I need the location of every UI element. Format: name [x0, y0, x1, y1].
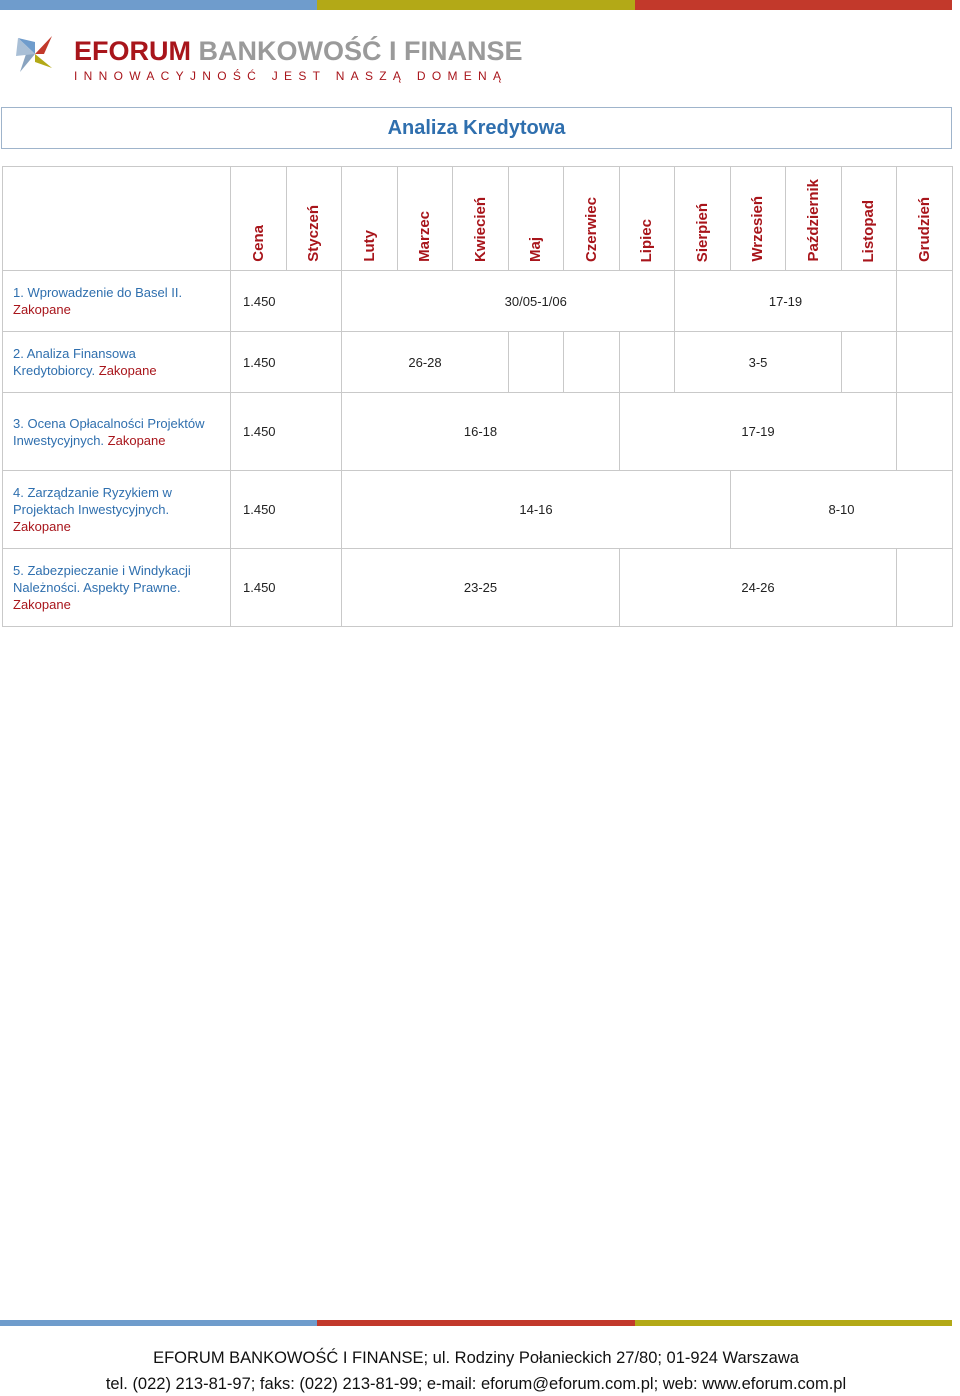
date-cell: 8-10	[731, 471, 953, 549]
brand-name	[74, 36, 523, 66]
date-cell: 16-18	[342, 393, 620, 471]
brand-name-gray: BANKOWOŚĆ I FINANSE	[198, 36, 523, 66]
header-cell: Marzec	[398, 167, 453, 271]
footer-address: EFORUM BANKOWOŚĆ I FINANSE; ul. Rodziny Połanieckich 27/80; 01-924 Warszawa	[153, 1349, 799, 1367]
footer-contact: tel. (022) 213-81-97; faks: (022) 213-81-99; e-mail: eforum@eforum.com.pl; web: www.eforum.com.pl	[105, 1375, 847, 1393]
page-title-box	[1, 107, 952, 149]
date-cell: 26-28	[342, 332, 509, 393]
brand-header	[74, 36, 523, 83]
header-cell: Wrzesień	[731, 167, 786, 271]
table-row	[3, 332, 953, 393]
top-color-stripe	[0, 0, 952, 10]
date-cell: 3-5	[675, 332, 842, 393]
empty-cell	[509, 332, 564, 393]
date-cell: 24-26	[620, 549, 897, 627]
course-name[interactable]: 2. Analiza Finansowa Kredytobiorcy. Zakopane	[3, 332, 231, 393]
empty-cell	[564, 332, 620, 393]
table-row	[3, 271, 953, 332]
table-row	[3, 471, 953, 549]
empty-cell	[897, 549, 953, 627]
course-name[interactable]: 5. Zabezpieczanie i Windykacji Należności. Aspekty Prawne. Zakopane	[3, 549, 231, 627]
header-cell: Maj	[509, 167, 564, 271]
empty-cell	[842, 332, 897, 393]
schedule-table	[2, 166, 953, 627]
header-cell: Czerwiec	[564, 167, 620, 271]
price-cell: 1.450	[231, 271, 342, 332]
course-name[interactable]: 1. Wprowadzenie do Basel II. Zakopane	[3, 271, 231, 332]
header-cell: Kwiecień	[453, 167, 509, 271]
price-cell: 1.450	[231, 332, 342, 393]
price-cell: 1.450	[231, 393, 342, 471]
header-cell: Październik	[786, 167, 842, 271]
course-name[interactable]: 3. Ocena Opłacalności Projektów Inwestycyjnych. Zakopane	[3, 393, 231, 471]
empty-cell	[620, 332, 675, 393]
empty-cell	[897, 271, 953, 332]
date-cell: 14-16	[342, 471, 731, 549]
header-cell: Luty	[342, 167, 398, 271]
price-cell: 1.450	[231, 471, 342, 549]
header-empty	[3, 167, 231, 271]
date-cell: 17-19	[620, 393, 897, 471]
table-row	[3, 549, 953, 627]
brand-tagline: INNOWACYJNOŚĆ JEST NASZĄ DOMENĄ	[74, 69, 508, 83]
table-row	[3, 393, 953, 471]
date-cell: 30/05-1/06	[398, 271, 675, 332]
empty-cell	[897, 332, 953, 393]
bottom-color-stripe	[0, 1320, 952, 1326]
header-cell: Styczeń	[287, 167, 342, 271]
course-name[interactable]: 4. Zarządzanie Ryzykiem w Projektach Inwestycyjnych. Zakopane	[3, 471, 231, 549]
date-cell: 17-19	[675, 271, 897, 332]
header-row	[3, 167, 953, 271]
header-cell: Cena	[231, 167, 287, 271]
date-cell: 23-25	[342, 549, 620, 627]
header-cell: Listopad	[842, 167, 897, 271]
empty-cell	[342, 271, 398, 332]
brand-name-red: EFORUM	[74, 36, 191, 66]
price-cell: 1.450	[231, 549, 342, 627]
header-cell: Lipiec	[620, 167, 675, 271]
pinwheel-logo-icon	[14, 32, 56, 76]
header-cell: Grudzień	[897, 167, 953, 271]
header-cell: Sierpień	[675, 167, 731, 271]
empty-cell	[897, 393, 953, 471]
page-title: Analiza Kredytowa	[387, 116, 566, 139]
